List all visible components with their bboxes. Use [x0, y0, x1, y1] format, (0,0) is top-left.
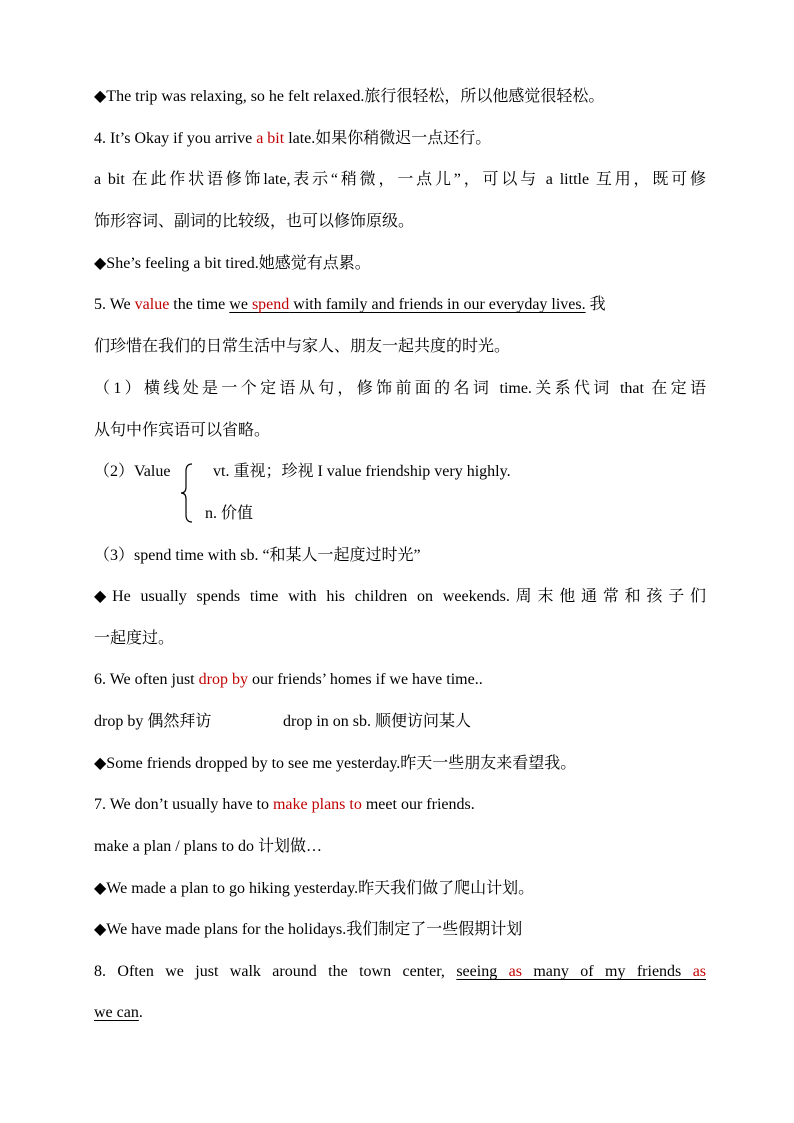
line-text: ◆Some friends dropped by to see me yesterday.昨天一些朋友来看望我。	[94, 755, 577, 772]
text-line-16	[94, 711, 706, 733]
highlight-phrase: drop by	[198, 671, 248, 688]
definition-n: n. 价值	[205, 505, 254, 522]
text-line-1	[94, 86, 706, 108]
underlined-phrase	[456, 963, 706, 980]
line-text: ◆She’s feeling a bit tired.她感觉有点累。	[94, 255, 371, 272]
line-text: （1）横线处是一个定语从句，修饰前面的名词 time.关系代词 that 在定语	[94, 380, 706, 397]
definition-vt: vt. 重视；珍视 I value friendship very highly.	[213, 463, 511, 480]
line-text: （3）spend time with sb. “和某人一起度过时光”	[94, 547, 421, 564]
text-line-14	[94, 628, 706, 650]
text-line-4	[94, 211, 706, 233]
line-text: make a plan / plans to do 计划做…	[94, 838, 322, 855]
phrase-drop-by: drop by 偶然拜访	[94, 713, 212, 730]
line-text: 从句中作宾语可以省略。	[94, 422, 271, 439]
text-line-18	[94, 794, 706, 816]
line-text: the time	[169, 296, 230, 313]
highlight-word: spend	[251, 296, 290, 313]
phrase-drop-in: drop in on sb. 顺便访问某人	[283, 713, 472, 730]
line-text: our friends’ homes if we have time..	[247, 671, 483, 688]
line-text: a bit 在此作状语修饰late,表示“稍微，一点儿”，可以与 a little 互用，既可修	[94, 171, 706, 188]
line-text: late.如果你稍微迟一点还行。	[284, 130, 492, 147]
text-line-8	[94, 378, 706, 400]
line-text: 我	[585, 296, 606, 313]
line-text: meet our friends.	[361, 796, 475, 813]
line-text: 8. Often we just walk around the town center,	[94, 963, 457, 980]
highlight-word: as	[508, 963, 522, 980]
line-text: 饰形容词、副词的比较级，也可以修饰原级。	[94, 213, 415, 230]
clause-text: we	[229, 296, 252, 313]
line-text: ◆He usually spends time with his children on weekends.周末他通常和孩子们	[94, 588, 706, 605]
text-line-22	[94, 961, 706, 983]
line-text: 6. We often just	[94, 671, 199, 688]
line-text: 一起度过。	[94, 630, 175, 647]
text-line-2	[94, 128, 706, 150]
text-line-7	[94, 336, 706, 358]
line-text: 7. We don’t usually have to	[94, 796, 273, 813]
text-line-6	[94, 294, 706, 316]
line-text: .	[138, 1004, 143, 1021]
text-line-17	[94, 753, 706, 775]
phrase-text: seeing	[456, 963, 509, 980]
highlight-word: as	[692, 963, 707, 980]
phrase-text: many of my friends	[521, 963, 693, 980]
text-line-23	[94, 1002, 706, 1024]
line-text: 5. We	[94, 296, 135, 313]
highlight-word: value	[134, 296, 170, 313]
clause-text: with family and friends in our everyday lives.	[289, 296, 586, 313]
text-line-12	[94, 545, 706, 567]
highlight-phrase: make plans to	[272, 796, 362, 813]
line-text: ◆The trip was relaxing, so he felt relaxed.旅行很轻松，所以他感觉很轻松。	[94, 88, 605, 105]
highlight-phrase: a bit	[256, 130, 285, 147]
value-label: （2）Value	[94, 463, 171, 480]
text-line-20	[94, 878, 706, 900]
text-line-19	[94, 836, 706, 858]
line-text: ◆We have made plans for the holidays.我们制定了一些假期计划	[94, 921, 523, 938]
text-line-15	[94, 669, 706, 691]
text-line-9	[94, 420, 706, 442]
underlined-clause	[229, 296, 585, 313]
line-text: 们珍惜在我们的日常生活中与家人、朋友一起共度的时光。	[94, 338, 511, 355]
text-line-13	[94, 586, 706, 608]
text-line-21	[94, 919, 706, 941]
text-line-5	[94, 253, 706, 275]
line-text: 4. It’s Okay if you arrive	[94, 130, 257, 147]
line-text: ◆We made a plan to go hiking yesterday.昨天我们做了爬山计划。	[94, 880, 535, 897]
text-line-3	[94, 169, 706, 191]
curly-brace-icon	[180, 463, 194, 523]
underlined-phrase: we can	[94, 1004, 139, 1021]
